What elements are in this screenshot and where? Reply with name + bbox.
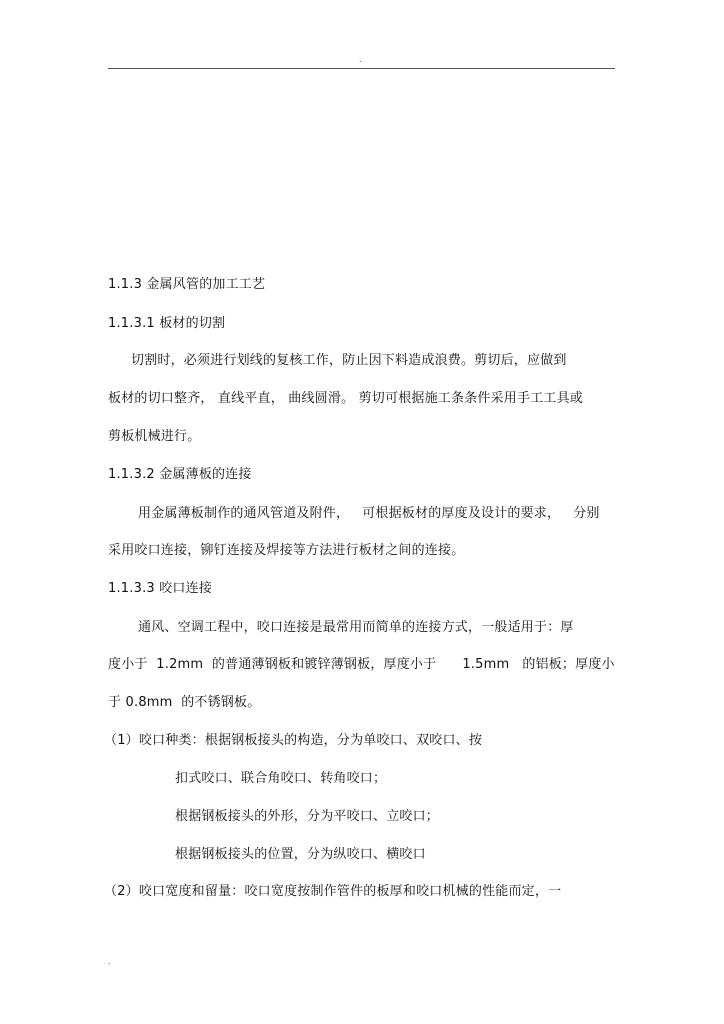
list-item-1-sub: 根据钢板接头的外形，分为平咬口、立咬口； (175, 809, 440, 824)
paragraph-line: 板材的切口整齐， 直线平直， 曲线圆滑。 剪切可根据施工条条件采用手工工具或 (108, 391, 583, 406)
section-heading-1-1-3-2: 1.1.3.2 金属薄板的连接 (108, 467, 252, 482)
footer-mark: . (108, 957, 111, 966)
header-rule (108, 68, 615, 69)
paragraph-line: 度小于 1.2mm 的普通薄钢板和镀锌薄钢板，厚度小于 1.5mm 的铝板；厚度小 (108, 657, 615, 672)
paragraph-line: 切割时，必须进行划线的复核工作，防止因下料造成浪费。剪切后，应做到 (131, 353, 567, 368)
paragraph-line: 通风、空调工程中，咬口连接是最常用而简单的连接方式，一般适用于：厚 (138, 620, 574, 635)
paragraph-line: 剪板机械进行。 (108, 429, 201, 444)
list-item-1-sub: 扣式咬口、联合角咬口、转角咬口； (175, 771, 387, 786)
section-heading-1-1-3: 1.1.3 金属风管的加工工艺 (108, 277, 266, 292)
list-item-1-lead: （1）咬口种类：根据钢板接头的构造，分为单咬口、双咬口、按 (104, 733, 483, 748)
paragraph-line: 采用咬口连接，铆钉连接及焊接等方法进行板材之间的连接。 (108, 543, 465, 558)
header-mark: . (359, 55, 362, 64)
list-item-1-sub: 根据钢板接头的位置，分为纵咬口、横咬口 (175, 847, 426, 862)
paragraph-line: 于 0.8mm 的不锈钢板。 (108, 695, 261, 710)
list-item-2-lead: （2）咬口宽度和留量：咬口宽度按制作管件的板厚和咬口机械的性能而定，一 (104, 884, 562, 899)
section-heading-1-1-3-3: 1.1.3.3 咬口连接 (108, 581, 213, 596)
section-heading-1-1-3-1: 1.1.3.1 板材的切割 (108, 316, 226, 331)
paragraph-line: 用金属薄板制作的通风管道及附件， 可根据板材的厚度及设计的要求， 分别 (138, 506, 600, 521)
